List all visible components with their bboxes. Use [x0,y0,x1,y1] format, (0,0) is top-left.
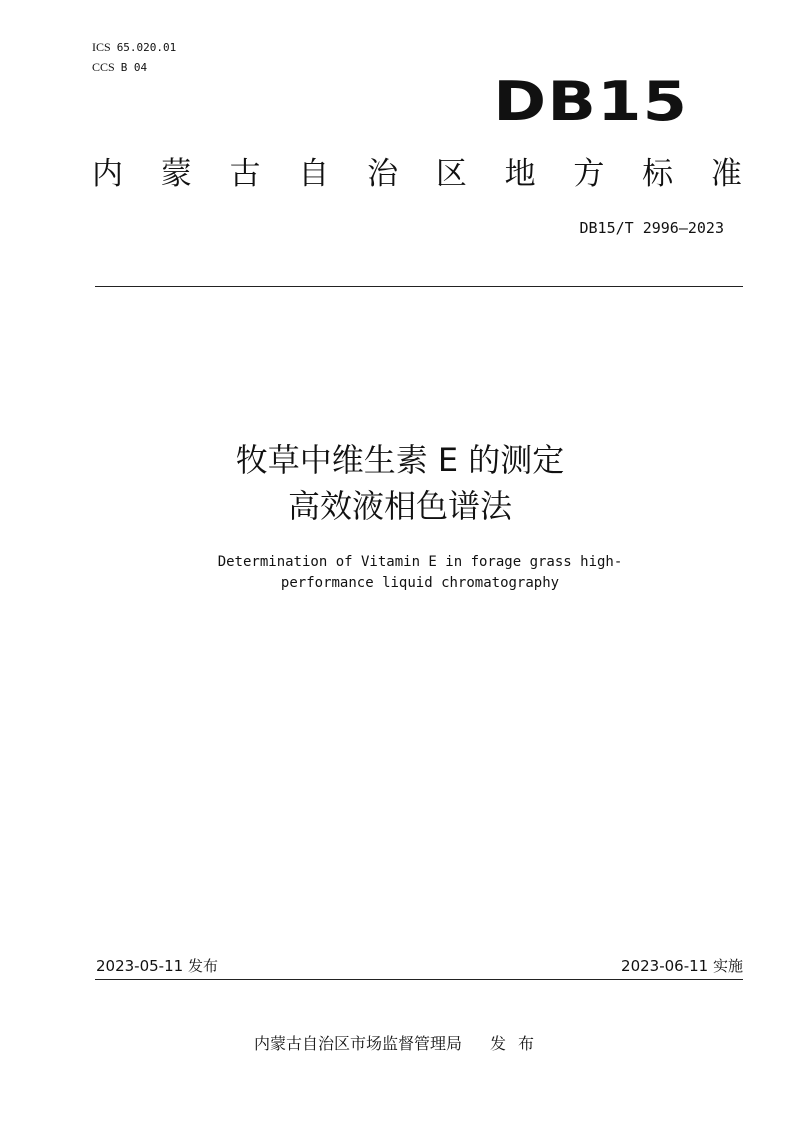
document-title-en-line2: performance liquid chromatography [280,575,560,591]
standard-logo: DB15 [493,70,688,133]
title-char: 治 [367,156,399,192]
title-char: 标 [642,156,674,192]
title-char: 古 [229,156,261,192]
document-title-en [0,552,800,594]
issuer-action: 发布 [490,1034,547,1053]
ccs-code: B 04 [120,61,148,74]
issue-date: 2023-05-11 发布 [96,957,218,975]
title-char: 地 [504,156,536,192]
title-char: 内 [92,156,123,192]
issuer-line [0,1033,800,1055]
ccs-label: CCS [92,60,115,74]
standard-type-title [92,152,742,196]
title-char: 方 [573,156,605,192]
title-char: 准 [710,156,742,192]
title-char: 蒙 [160,156,192,192]
document-title-cn-line1: 牧草中维生素 E 的测定 [235,441,565,479]
footer-divider [95,979,743,980]
ccs-line [92,60,147,75]
document-title-cn-line2: 高效液相色谱法 [287,487,512,525]
ics-line [92,40,176,55]
issuer-name: 内蒙古自治区市场监督管理局 [253,1034,462,1053]
ics-label: ICS [92,40,111,54]
implementation-date: 2023-06-11 实施 [621,957,743,975]
header-divider [95,286,743,287]
standard-number: DB15/T 2996—2023 [579,219,724,237]
title-char: 区 [435,156,467,192]
ics-code: 65.020.01 [116,41,177,54]
document-title-en-line1: Determination of Vitamin E in forage grass high- [217,554,623,570]
title-char: 自 [298,156,330,192]
